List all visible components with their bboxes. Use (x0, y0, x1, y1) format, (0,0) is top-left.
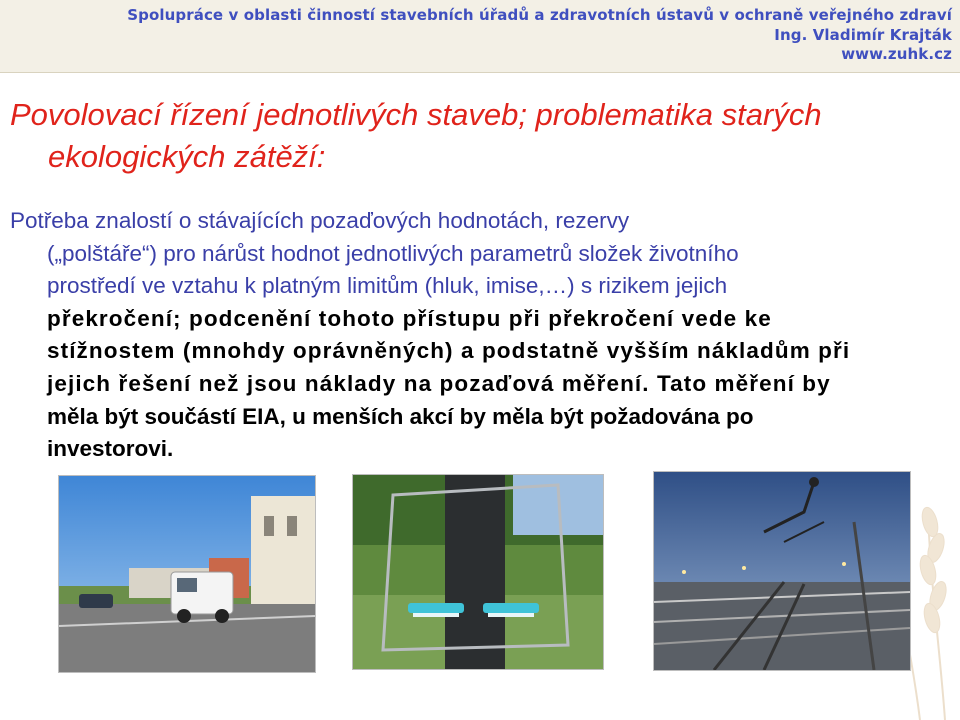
body-line-6: jejich řešení než jsou náklady na pozaďová měření. Tato měření by (47, 370, 831, 396)
header-author: Ing. Vladimír Krajták (774, 26, 952, 44)
header-website: www.zuhk.cz (841, 45, 952, 63)
body-line-5: stížnostem (mnohdy oprávněných) a podstatně vyšším nákladům při (47, 338, 851, 364)
body-line-2: („polštáře“) pro nárůst hodnot jednotlivých parametrů složek životního (47, 240, 739, 266)
slide-body (10, 205, 950, 466)
header-project-title: Spolupráce v oblasti činností stavebních úřadů a zdravotních ústavů v ochraně veřejného zdraví (127, 6, 952, 24)
header-bar (0, 0, 960, 73)
photo-street-van (58, 475, 316, 673)
body-line-4: překročení; podcenění tohoto přístupu při překročení vede ke (47, 305, 772, 331)
body-line-1: Potřeba znalostí o stávajících pozaďových hodnotách, rezervy (10, 208, 630, 233)
body-line-7: měla být součástí EIA, u menších akcí by měla být požadována po (47, 403, 754, 429)
title-line-2: ekologických zátěží: (48, 139, 326, 174)
photo-sampler-on-pole (352, 474, 604, 670)
body-line-8: investorovi. (47, 436, 174, 462)
slide-title (10, 94, 930, 178)
body-line-3: prostředí ve vztahu k platným limitům (hluk, imise,…) s rizikem jejich (47, 273, 728, 299)
title-line-1: Povolovací řízení jednotlivých staveb; problematika starých (10, 97, 822, 132)
photo-railway-wind-sensor (653, 471, 911, 671)
